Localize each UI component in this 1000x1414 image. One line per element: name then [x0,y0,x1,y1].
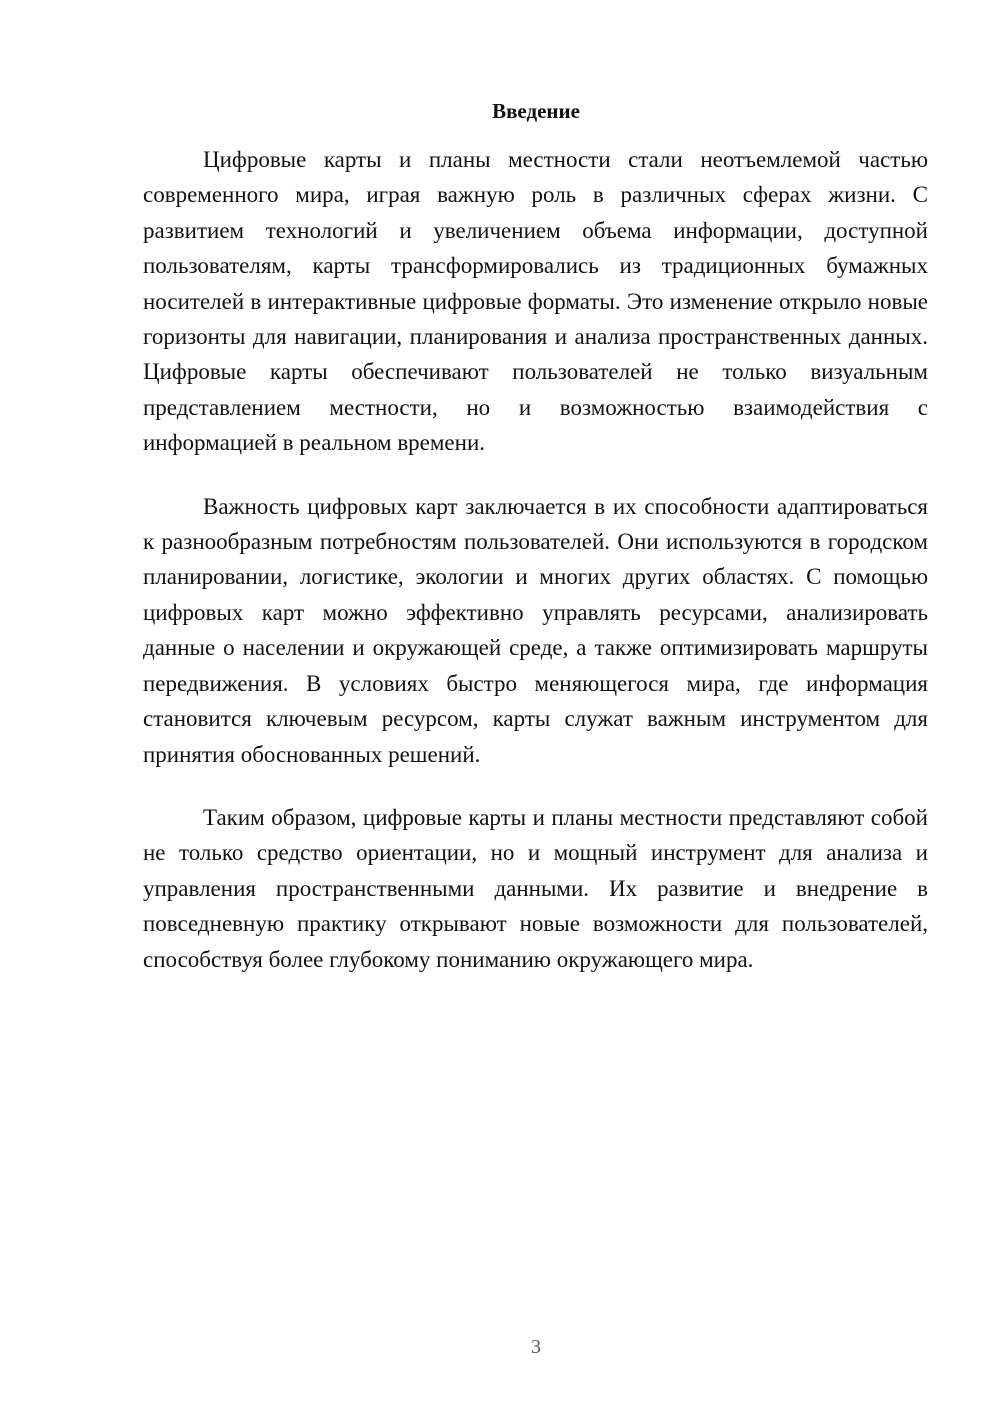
section-heading: Введение [492,99,580,123]
paragraph-3: Таким образом, цифровые карты и планы местности представляют собой не только средство ориентации, но и мощный инструмент для анализа и управления пространственными данными. Их развитие и внедрение в повседневную практику открывают новые возможности для пользователей, способствуя более глубокому пониманию окружающего мира. [143,804,928,972]
page-number: 3 [531,1336,541,1358]
body-text [143,142,928,1005]
paragraph-2: Важность цифровых карт заключается в их способности адаптироваться к разнообразным потребностям пользователей. Они используются в городском планировании, логистике, экологии и многих других областях. С помощью цифровых карт можно эффективно управлять ресурсами, анализировать данные о населении и окружающей среде, а также оптимизировать маршруты передвижения. В условиях быстро меняющегося мира, где информация становится ключевым ресурсом, карты служат важным инструментом для принятия обоснованных решений. [143,493,928,767]
paragraph-1: Цифровые карты и планы местности стали неотъемлемой частью современного мира, играя важную роль в различных сферах жизни. С развитием технологий и увеличением объема информации, доступной пользователям, карты трансформировались из традиционных бумажных носителей в интерактивные цифровые форматы. Это изменение открыло новые горизонты для навигации, планирования и анализа пространственных данных. Цифровые карты обеспечивают пользователей не только визуальным представлением местности, но и возможностью взаимодействия с информацией в реальном времени. [143,147,928,456]
